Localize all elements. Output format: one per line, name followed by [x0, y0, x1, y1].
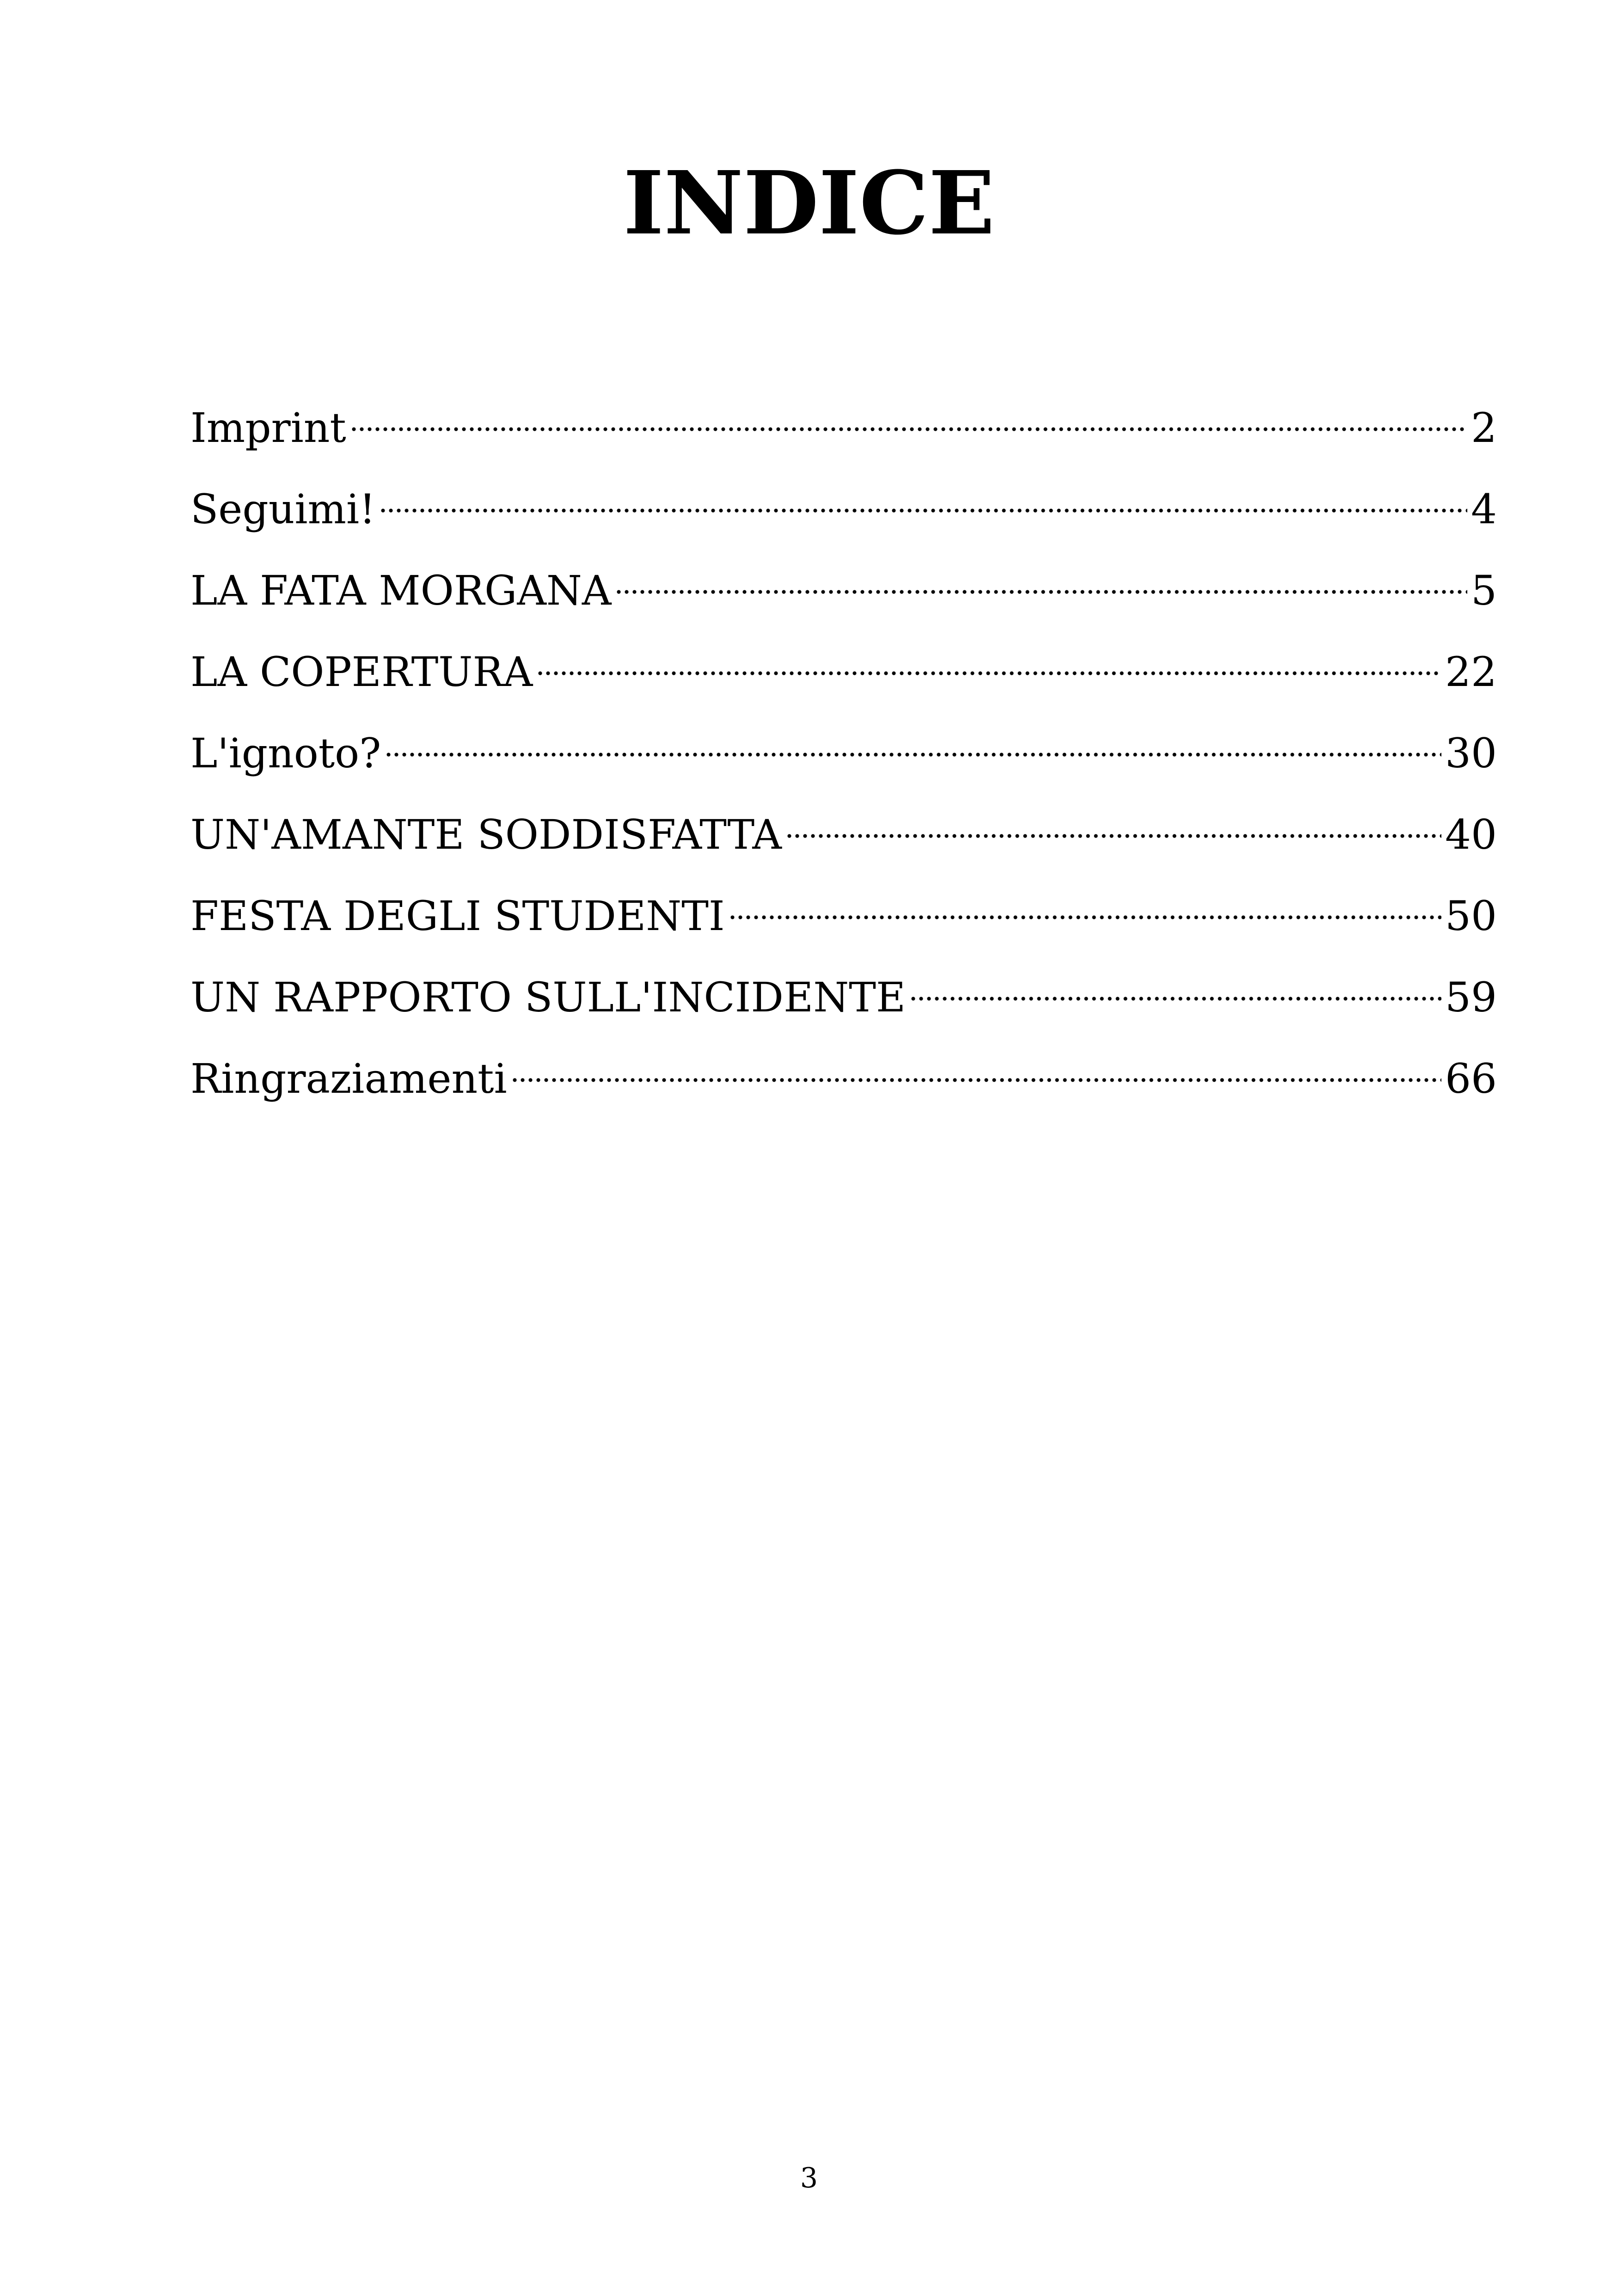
dot-leader — [909, 949, 1441, 1009]
toc-entry-ringraziamenti[interactable] — [190, 1033, 1497, 1114]
toc-entry-label: LA COPERTURA — [190, 648, 533, 696]
dot-leader — [615, 542, 1467, 602]
toc-entry-label: LA FATA MORGANA — [190, 567, 612, 614]
toc-entry-page: 50 — [1445, 892, 1497, 940]
toc-entry-label: FESTA DEGLI STUDENTI — [190, 892, 725, 940]
toc-entry-la-fata-morgana[interactable] — [190, 545, 1497, 626]
dot-leader — [350, 379, 1467, 439]
toc-entry-page: 40 — [1445, 811, 1497, 858]
dot-leader — [785, 786, 1441, 846]
page-title: INDICE — [623, 152, 995, 254]
toc-entry-page: 4 — [1471, 485, 1497, 533]
toc-entry-label: Imprint — [190, 404, 346, 452]
dot-leader — [511, 1030, 1441, 1090]
toc-entry-festa-degli-studenti[interactable] — [190, 870, 1497, 951]
page-number: 3 — [800, 2162, 818, 2194]
toc-entry-un-rapporto-sullincidente[interactable] — [190, 951, 1497, 1033]
table-of-contents — [190, 382, 1497, 1114]
toc-entry-label: UN RAPPORTO SULL'INCIDENTE — [190, 974, 906, 1021]
dot-leader — [536, 623, 1441, 683]
toc-entry-page: 22 — [1445, 648, 1497, 696]
toc-entry-seguimi[interactable] — [190, 463, 1497, 545]
dot-leader — [729, 867, 1441, 927]
toc-entry-label: Seguimi! — [190, 485, 376, 533]
dot-leader — [385, 704, 1441, 765]
toc-entry-page: 30 — [1445, 729, 1497, 777]
toc-entry-unamante-soddisfatta[interactable] — [190, 789, 1497, 870]
toc-entry-label: Ringraziamenti — [190, 1055, 507, 1102]
toc-entry-imprint[interactable] — [190, 382, 1497, 463]
toc-entry-page: 59 — [1445, 974, 1497, 1021]
toc-entry-page: 66 — [1445, 1055, 1497, 1102]
toc-entry-page: 5 — [1471, 567, 1497, 614]
dot-leader — [379, 460, 1467, 520]
toc-entry-label: UN'AMANTE SODDISFATTA — [190, 811, 782, 858]
toc-entry-lignoto[interactable] — [190, 707, 1497, 789]
toc-entry-label: L'ignoto? — [190, 729, 381, 777]
toc-entry-page: 2 — [1471, 404, 1497, 452]
toc-entry-la-copertura[interactable] — [190, 626, 1497, 707]
